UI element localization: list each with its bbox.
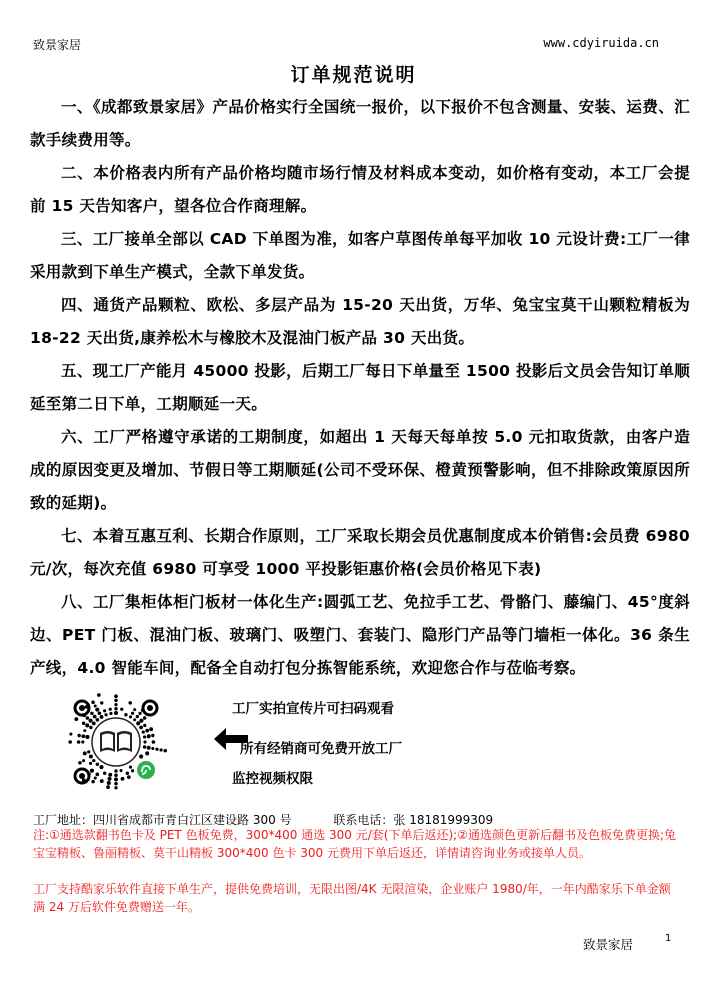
qr-dot — [152, 740, 156, 744]
qr-dot — [94, 776, 97, 779]
qr-dot — [91, 780, 95, 784]
qr-dot — [109, 708, 112, 711]
qr-dot — [114, 769, 117, 772]
qr-dot — [133, 718, 136, 721]
mini-program-icon — [137, 761, 155, 779]
qr-dot — [160, 748, 163, 751]
qr-dot — [100, 715, 104, 719]
qr-dot — [127, 775, 131, 779]
qr-dot — [143, 740, 146, 743]
qr-dot — [106, 785, 110, 789]
rule-paragraph-7: 七、本着互惠互利、长期合作原则，工厂采取长期会员优惠制度成本价销售:会员费 6980 元/次，每次充值 6980 可享受 1000 平投影钜惠价格(会员价格见下表) — [30, 527, 690, 578]
qr-dot — [151, 747, 154, 750]
qr-dot — [128, 701, 132, 705]
qr-dot — [93, 715, 97, 719]
qr-dot — [74, 717, 78, 721]
qr-dot — [108, 773, 112, 777]
qr-dot — [96, 762, 100, 766]
qr-dot — [85, 723, 89, 727]
qr-dot — [97, 693, 101, 697]
qr-dot — [139, 754, 143, 758]
qr-dot — [129, 766, 132, 769]
qr-dot — [163, 749, 167, 753]
qr-dot — [90, 769, 94, 773]
qr-dot — [151, 734, 154, 737]
qr-dot — [86, 716, 90, 720]
qr-dot — [89, 726, 92, 729]
qr-dot — [114, 777, 118, 781]
qr-dot — [100, 779, 104, 783]
qr-dot — [119, 769, 122, 772]
qr-dot — [131, 769, 134, 772]
qr-dot — [143, 724, 146, 727]
qr-finder-dot — [79, 773, 85, 779]
rule-paragraph-4: 四、通货产品颗粒、欧松、多层产品为 15-20 天出货，万华、兔宝宝莫干山颗粒精板为 18-22 天出货,康养松木与橡胶木及混油门板产品 30 天出货。 — [30, 296, 690, 347]
qr-code-icon[interactable] — [60, 686, 172, 798]
header-website[interactable]: www.cdyiruida.cn — [543, 36, 659, 50]
rule-paragraph-5: 五、现工厂产能月 45000 投影，后期工厂每日下单量至 1500 投影后文员会告知订单顺延至第二日下单，工期顺延一天。 — [30, 362, 690, 413]
qr-dot — [107, 781, 111, 785]
qr-dot — [87, 750, 90, 753]
qr-dot — [98, 711, 102, 715]
qr-dot — [78, 761, 82, 765]
qr-dot — [139, 726, 143, 730]
qr-dot — [103, 771, 106, 774]
qr-dot — [100, 701, 103, 704]
page-title: 订单规范说明 — [290, 64, 417, 86]
qr-dot — [69, 733, 72, 736]
qr-dot — [107, 777, 111, 781]
qr-dot — [90, 712, 94, 716]
rule-paragraph-1: 一、《成都致景家居》产品价格实行全国统一报价，以下报价不包含测量、安装、运费、汇款手续费用等。 — [30, 98, 690, 149]
qr-dot — [82, 759, 85, 762]
qr-dot — [95, 773, 99, 777]
qr-dot — [114, 786, 117, 789]
page-number: 1 — [665, 933, 672, 944]
header-brand: 致景家居 — [33, 38, 82, 52]
qr-dot — [145, 751, 149, 755]
qr-dot — [155, 748, 158, 751]
qr-dot — [85, 735, 89, 739]
qr-dot — [129, 715, 132, 718]
qr-dot — [92, 759, 95, 762]
qr-dot — [103, 709, 106, 712]
qr-dot — [99, 765, 103, 769]
qr-dot — [94, 704, 97, 707]
rule-paragraph-2: 二、本价格表内所有产品价格均随市场行情及材料成本变动，如价格有变动，本工厂会提前 15 天告知客户，望各位合作商理解。 — [30, 164, 690, 215]
rule-paragraph-6: 六、工厂严格遵守承诺的工期制度，如超出 1 天每天每单按 5.0 元扣取货款，由客户造成的原因变更及增加、节假日等工期顺延(公司不受环保、橙黄预警影响，但不排除政策原因所致的延期)。 — [30, 428, 690, 512]
qr-dot — [114, 782, 118, 786]
qr-dot — [139, 719, 143, 723]
rule-paragraph-3: 三、工厂接单全部以 CAD 下单图为准，如客户草图传单每平加收 10 元设计费:工厂一律采用款到下单生产模式，全款下单发货。 — [30, 230, 690, 281]
qr-dot — [104, 713, 107, 716]
qr-dot — [92, 721, 96, 725]
qr-dot — [138, 712, 141, 715]
qr-dot — [88, 719, 92, 723]
qr-finder-dot — [147, 705, 153, 711]
promo-dealer-access: 所有经销商可免费开放工厂 — [240, 741, 402, 757]
qr-finder-dot — [79, 705, 85, 711]
qr-dot — [95, 708, 99, 712]
qr-dot — [68, 740, 72, 744]
qr-dot — [142, 730, 145, 733]
qr-dot — [91, 701, 95, 705]
qr-dot — [114, 707, 117, 710]
qr-dot — [96, 718, 100, 722]
qr-dot — [145, 729, 149, 733]
rule-paragraph-8: 八、工厂集柜体柜门板材一体化生产:圆弧工艺、免拉手工艺、骨骼门、藤编门、45°度斜边、PET 门板、混油门板、玻璃门、吸塑门、套装门、隐形门产品等门墙柜一体化。36 条生产线，4.0 智能车间，配备全自动打包分拣智能系统，欢迎您合作与莅临考察。 — [30, 593, 690, 677]
qr-dot — [136, 715, 139, 718]
qr-dot — [77, 740, 81, 744]
footer-brand: 致景家居 — [583, 937, 634, 952]
qr-dot — [114, 703, 117, 706]
qr-dot — [133, 708, 136, 711]
qr-dot — [82, 722, 86, 726]
qr-dot — [131, 712, 134, 715]
qr-dot — [143, 745, 147, 749]
qr-dot — [147, 734, 151, 738]
qr-dot — [114, 694, 118, 698]
qr-dot — [120, 708, 123, 711]
qr-dot — [114, 773, 118, 777]
qr-dot — [109, 712, 112, 715]
order-rules-body — [30, 91, 690, 685]
qr-dot — [114, 711, 118, 715]
qr-dot — [89, 754, 93, 758]
promo-scan-video: 工厂实拍宣传片可扫码观看 — [232, 701, 394, 717]
qr-dot — [149, 727, 153, 731]
qr-dot — [143, 735, 146, 738]
qr-dot — [77, 734, 80, 737]
qr-dot — [81, 740, 84, 743]
qr-dot — [114, 699, 118, 703]
qr-dot — [81, 734, 85, 738]
qr-dot — [147, 746, 151, 750]
factory-address: 工厂地址：四川省成都市青白江区建设路 300 号 — [33, 813, 292, 827]
qr-dot — [124, 713, 127, 716]
note-software-policy: 工厂支持酷家乐软件直接下单生产，提供免费培训，无限出图/4K 无限渲染，企业账户 1980/年，一年内酷家乐下单金额满 24 万后软件免费赠送一年。 — [33, 882, 671, 914]
qr-dot — [121, 777, 125, 781]
qr-dot — [136, 721, 140, 725]
promo-monitor-access: 监控视频权限 — [232, 771, 313, 787]
note-swatch-policy: 注:①通选款翻书色卡及 PET 色板免费，300*400 通选 300 元/套(下单后返还);②通选颜色更新后翻书及色板免费更换;兔宝宝精板、鲁丽精板、莫干山精板 300*400 色卡 300 元费用下单后返还，详情请咨询业务或接单人员。 — [33, 828, 676, 860]
contact-phone[interactable]: 联系电话：张 18181999309 — [333, 813, 494, 827]
qr-dot — [89, 762, 92, 765]
qr-dot — [126, 771, 129, 774]
qr-dot — [83, 751, 87, 755]
qr-dot — [83, 729, 86, 732]
qr-dot — [143, 716, 147, 720]
